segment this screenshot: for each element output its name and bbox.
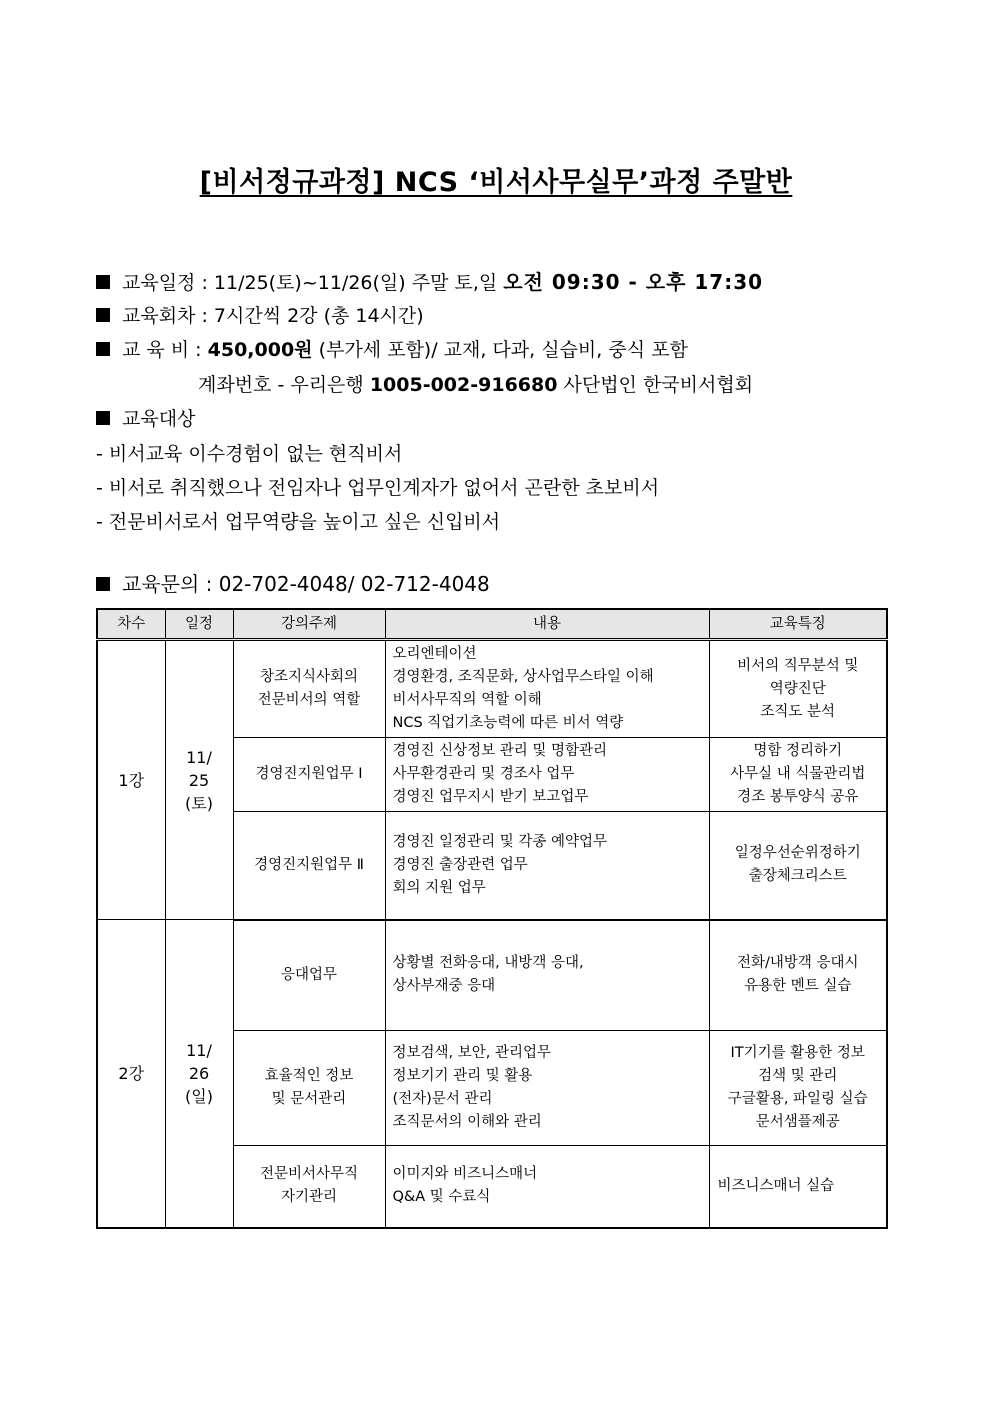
table-row <box>97 640 887 738</box>
info-schedule: 교육일정 : 11/25(토)~11/26(일) 주말 토,일 오전 09:30 - 오후 17:30 <box>96 266 763 295</box>
session-cell: 2강 <box>97 920 165 1228</box>
content-cell: 경영진 신상정보 관리 및 명함관리 사무환경관리 및 경조사 업무 경영진 업무지시 받기 보고업무 <box>385 738 709 812</box>
schedule-time: 오전 09:30 - 오후 17:30 <box>503 270 764 294</box>
square-bullet-icon <box>96 308 110 322</box>
target-item: - 비서로 취직했으나 전임자나 업무인계자가 없어서 곤란한 초보비서 <box>96 477 660 499</box>
table-header-row <box>97 609 887 640</box>
topic-cell: 경영진지원업무 Ⅰ <box>233 738 385 812</box>
header-cell: 교육특징 <box>709 609 887 640</box>
schedule-table <box>96 608 888 1229</box>
header-cell: 강의주제 <box>233 609 385 640</box>
info-target-label: 교육대상 <box>96 404 195 431</box>
topic-cell: 응대업무 <box>233 920 385 1031</box>
square-bullet-icon <box>96 577 110 591</box>
content-cell: 이미지와 비즈니스매너 Q&A 및 수료식 <box>385 1146 709 1228</box>
target-item: - 비서교육 이수경험이 없는 현직비서 <box>96 443 403 465</box>
topic-cell: 경영진지원업무 Ⅱ <box>233 812 385 920</box>
feature-cell: IT기기를 활용한 정보 검색 및 관리 구글활용, 파일링 실습 문서샘플제공 <box>709 1031 887 1146</box>
target-item: - 전문비서로서 업무역량을 높이고 싶은 신입비서 <box>96 511 501 533</box>
square-bullet-icon <box>96 411 110 425</box>
feature-cell: 전화/내방객 응대시 유용한 멘트 실습 <box>709 920 887 1031</box>
session-cell: 1강 <box>97 640 165 920</box>
date-cell: 11/ 26 (일) <box>165 920 233 1228</box>
square-bullet-icon <box>96 342 110 356</box>
header-cell: 내용 <box>385 609 709 640</box>
page-title: [비서정규과정] NCS ‘비서사무실무’과정 주말반 <box>199 167 793 198</box>
content-cell: 정보검색, 보안, 관리업무 정보기기 관리 및 활용 (전자)문서 관리 조직문서의 이해와 관리 <box>385 1031 709 1146</box>
topic-cell: 창조지식사회의 전문비서의 역할 <box>233 640 385 738</box>
feature-cell: 비서의 직무분석 및 역량진단 조직도 분석 <box>709 640 887 738</box>
info-fee: 교 육 비 : 450,000원 (부가세 포함)/ 교재, 다과, 실습비, 중식 포함 <box>96 335 688 362</box>
topic-cell: 전문비서사무직 자기관리 <box>233 1146 385 1228</box>
feature-cell: 일정우선순위정하기 출장체크리스트 <box>709 812 887 920</box>
content-cell: 상황별 전화응대, 내방객 응대, 상사부재중 응대 <box>385 920 709 1031</box>
date-cell: 11/ 25 (토) <box>165 640 233 920</box>
header-cell: 차수 <box>97 609 165 640</box>
content-cell: 오리엔테이션 경영환경, 조직문화, 상사업무스타일 이해 비서사무직의 역할 이해 NCS 직업기초능력에 따른 비서 역량 <box>385 640 709 738</box>
topic-cell: 효율적인 정보 및 문서관리 <box>233 1031 385 1146</box>
header-cell: 일정 <box>165 609 233 640</box>
info-inquiry: 교육문의 : 02-702-4048/ 02-712-4048 <box>96 568 490 597</box>
feature-cell: 명함 정리하기 사무실 내 식물관리법 경조 봉투양식 공유 <box>709 738 887 812</box>
content-cell: 경영진 일정관리 및 각종 예약업무 경영진 출장관련 업무 회의 지원 업무 <box>385 812 709 920</box>
info-account: 계좌번호 - 우리은행 1005-002-916680 사단법인 한국비서협회 <box>198 374 754 396</box>
table-row <box>97 920 887 1031</box>
info-sessions: 교육회차 : 7시간씩 2강 (총 14시간) <box>96 301 424 328</box>
feature-cell: 비즈니스매너 실습 <box>709 1146 887 1228</box>
square-bullet-icon <box>96 275 110 289</box>
